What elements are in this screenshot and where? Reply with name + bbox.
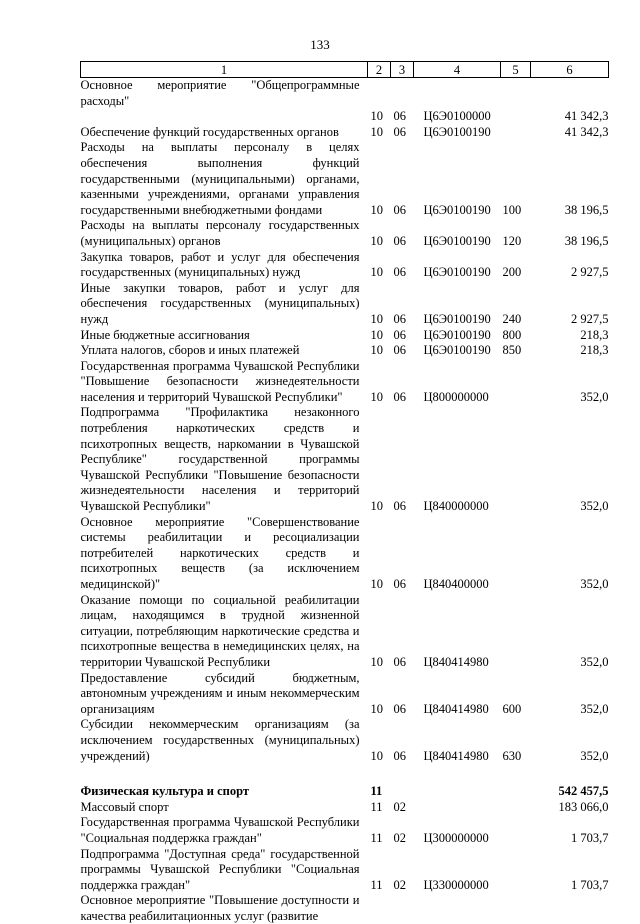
row-target-code-cell: Ц6Э0100190 <box>423 311 491 326</box>
row-expense-type-cell <box>501 125 531 141</box>
table-row <box>81 328 609 344</box>
row-target-code-cell: Ц6Э0100190 <box>423 124 491 139</box>
row-target-code-cell: Ц6Э0100000 <box>423 109 491 124</box>
row-name-cell: Субсидии некоммерческим организациям (за исключением государственных (муниципальных) учреждений) <box>80 717 360 763</box>
row-name-cell <box>81 109 368 125</box>
row-amount-cell <box>531 78 609 110</box>
row-section-cell: 10 <box>370 233 383 248</box>
row-name-cell: Физическая культура и спорт <box>80 784 250 799</box>
table-header-row <box>81 62 609 78</box>
row-name-cell: Государственная программа Чувашской Республики "Повышение безопасности жизнедеятельности населения и территорий Чувашской Республики" <box>80 358 360 404</box>
row-section-cell: 10 <box>370 265 383 280</box>
row-target-code-cell: Ц840000000 <box>423 499 489 514</box>
row-subsection-cell: 06 <box>393 202 406 217</box>
header-cell-target-code: 4 <box>414 62 501 78</box>
header-cell-amount: 6 <box>531 62 609 78</box>
row-subsection-cell: 06 <box>393 499 406 514</box>
row-expense-type-cell: 100 <box>502 202 522 217</box>
row-section-cell: 10 <box>370 654 383 669</box>
row-expense-type-cell <box>501 800 531 816</box>
row-amount-cell: 183 066,0 <box>558 799 609 814</box>
row-section-cell: 11 <box>370 830 383 845</box>
row-amount-cell: 352,0 <box>580 389 609 404</box>
row-name-cell: Государственная программа Чувашской Республики "Социальная поддержка граждан" <box>80 815 360 845</box>
header-cell-expense-type: 5 <box>501 62 531 78</box>
row-expense-type-cell <box>501 893 531 924</box>
row-expense-type-cell: 120 <box>502 233 522 248</box>
row-name-cell: Иные бюджетные ассигнования <box>80 327 250 342</box>
row-expense-type-cell <box>501 359 531 406</box>
table-row <box>81 281 609 328</box>
row-amount-cell: 352,0 <box>580 654 609 669</box>
row-target-code-cell: Ц840414980 <box>423 654 489 669</box>
table-row <box>81 125 609 141</box>
budget-table <box>80 61 609 924</box>
row-amount-cell: 41 342,3 <box>564 124 609 139</box>
row-amount-cell: 218,3 <box>580 343 609 358</box>
row-section-cell: 10 <box>370 327 383 342</box>
row-subsection-cell: 06 <box>393 327 406 342</box>
row-section-cell <box>368 78 391 110</box>
row-amount-cell: 38 196,5 <box>564 202 609 217</box>
table-row <box>81 847 609 894</box>
row-target-code-cell <box>414 784 501 800</box>
row-target-code-cell <box>414 893 501 924</box>
row-subsection-cell: 06 <box>393 748 406 763</box>
row-amount-cell: 352,0 <box>580 748 609 763</box>
table-row <box>81 250 609 281</box>
row-expense-type-cell: 200 <box>502 265 522 280</box>
row-expense-type-cell: 800 <box>502 327 522 342</box>
row-subsection-cell <box>391 893 414 924</box>
row-target-code-cell <box>414 78 501 110</box>
row-subsection-cell: 06 <box>393 311 406 326</box>
row-expense-type-cell <box>501 593 531 671</box>
row-amount-cell: 38 196,5 <box>564 233 609 248</box>
row-subsection-cell: 06 <box>393 343 406 358</box>
row-section-cell: 10 <box>370 343 383 358</box>
row-section-cell: 11 <box>370 877 383 892</box>
row-expense-type-cell: 240 <box>502 311 522 326</box>
row-amount-cell: 2 927,5 <box>571 311 609 326</box>
table-row <box>81 343 609 359</box>
row-amount-cell <box>531 893 609 924</box>
row-section-cell: 10 <box>370 499 383 514</box>
row-subsection-cell <box>391 78 414 110</box>
row-section-cell: 10 <box>370 109 383 124</box>
spacer-row <box>81 764 609 784</box>
row-expense-type-cell <box>501 109 531 125</box>
row-subsection-cell: 06 <box>393 577 406 591</box>
row-name-cell: Основное мероприятие "Общепрограммные расходы" <box>80 78 360 108</box>
row-expense-type-cell <box>501 847 531 894</box>
row-section-cell: 10 <box>370 202 383 217</box>
row-name-cell: Оказание помощи по социальной реабилитации лицам, находящимся в трудной жизненной ситуации, потребляющим наркотические средства и психотропные вещества в немедицинских целях, на территории Чувашской Республики <box>80 592 360 669</box>
row-subsection-cell: 06 <box>393 701 406 716</box>
row-expense-type-cell: 600 <box>502 701 522 716</box>
row-amount-cell: 352,0 <box>580 499 609 514</box>
row-amount-cell: 1 703,7 <box>571 877 609 892</box>
row-amount-cell: 352,0 <box>580 577 609 591</box>
row-amount-cell: 542 457,5 <box>558 784 609 799</box>
table-row <box>81 109 609 125</box>
table-row <box>81 515 609 593</box>
row-section-cell: 10 <box>370 311 383 326</box>
header-cell-section: 2 <box>368 62 391 78</box>
row-target-code-cell: Ц840414980 <box>423 701 489 716</box>
table-row <box>81 800 609 816</box>
row-target-code-cell: Ц840400000 <box>423 577 489 591</box>
row-subsection-cell: 06 <box>393 654 406 669</box>
row-name-cell: Основное мероприятие "Повышение доступности и качества реабилитационных услуг (развитие <box>80 893 360 923</box>
row-expense-type-cell <box>501 78 531 110</box>
row-amount-cell: 41 342,3 <box>564 109 609 124</box>
row-subsection-cell: 02 <box>393 877 406 892</box>
table-row <box>81 140 609 218</box>
page-number: 133 <box>310 37 330 52</box>
row-expense-type-cell: 630 <box>502 748 522 763</box>
row-amount-cell: 352,0 <box>580 701 609 716</box>
table-row <box>81 218 609 249</box>
row-amount-cell: 218,3 <box>580 327 609 342</box>
row-section-cell: 11 <box>370 799 383 814</box>
row-subsection-cell: 06 <box>393 389 406 404</box>
row-subsection-cell: 06 <box>393 109 406 124</box>
row-name-cell: Расходы на выплаты персоналу государственных (муниципальных) органов <box>80 218 360 248</box>
table-row <box>81 78 609 110</box>
row-expense-type-cell <box>501 405 531 514</box>
row-target-code-cell: Ц6Э0100190 <box>423 343 491 358</box>
row-target-code-cell: Ц6Э0100190 <box>423 265 491 280</box>
row-target-code-cell: Ц6Э0100190 <box>423 202 491 217</box>
row-name-cell: Подпрограмма "Профилактика незаконного потребления наркотических средств и психотропных веществ, наркомании в Чувашской Республике" государственной программы Чувашской Республики "Повышение безопасности жизнедеятельности населения и территорий Чувашской Республики" <box>80 405 360 514</box>
row-target-code-cell: Ц6Э0100190 <box>423 233 491 248</box>
table-row <box>81 717 609 764</box>
row-target-code-cell: Ц300000000 <box>423 830 489 845</box>
row-name-cell: Основное мероприятие "Совершенствование системы реабилитации и ресоциализации потребителей наркотических средств и психотропных веществ (за исключением медицинской)" <box>80 514 360 591</box>
row-subsection-cell: 06 <box>393 124 406 139</box>
row-section-cell: 10 <box>370 389 383 404</box>
row-target-code-cell: Ц840414980 <box>423 748 489 763</box>
row-section-cell: 10 <box>370 701 383 716</box>
row-amount-cell: 1 703,7 <box>571 830 609 845</box>
row-name-cell: Уплата налогов, сборов и иных платежей <box>80 343 300 358</box>
row-expense-type-cell: 850 <box>502 343 522 358</box>
row-section-cell: 11 <box>370 784 383 799</box>
row-expense-type-cell <box>501 784 531 800</box>
row-name-cell: Иные закупки товаров, работ и услуг для обеспечения государственных (муниципальных) нужд <box>80 280 360 326</box>
table-row <box>81 405 609 514</box>
row-expense-type-cell <box>501 815 531 846</box>
row-expense-type-cell <box>501 515 531 593</box>
row-section-cell: 10 <box>370 124 383 139</box>
row-name-cell: Массовый спорт <box>80 799 169 814</box>
row-section-cell: 10 <box>370 577 383 591</box>
row-name-cell: Обеспечение функций государственных органов <box>80 124 339 139</box>
row-section-cell: 10 <box>370 748 383 763</box>
table-row <box>81 593 609 671</box>
table-row <box>81 893 609 924</box>
row-target-code-cell: Ц6Э0100190 <box>423 327 491 342</box>
row-subsection-cell: 06 <box>393 265 406 280</box>
table-row <box>81 784 609 800</box>
row-amount-cell: 2 927,5 <box>571 265 609 280</box>
row-section-cell <box>368 893 391 924</box>
row-name-cell: Подпрограмма "Доступная среда" государственной программы Чувашской Республики "Социальная поддержка граждан" <box>80 846 360 892</box>
header-cell-name: 1 <box>81 62 368 78</box>
row-name-cell: Предоставление субсидий бюджетным, автономным учреждениям и иным некоммерческим организациям <box>80 670 360 716</box>
row-name-cell: Закупка товаров, работ и услуг для обеспечения государственных (муниципальных) нужд <box>80 249 360 280</box>
table-row <box>81 671 609 718</box>
row-subsection-cell: 02 <box>393 830 406 845</box>
row-name-cell: Расходы на выплаты персоналу в целях обеспечения выполнения функций государственными (муниципальными) органами, казенными учреждениями, органами управления государственными внебюджетными фондами <box>80 140 360 217</box>
row-target-code-cell <box>414 800 501 816</box>
table-row <box>81 359 609 406</box>
row-subsection-cell <box>391 784 414 800</box>
row-target-code-cell: Ц330000000 <box>423 877 489 892</box>
row-target-code-cell: Ц800000000 <box>423 389 489 404</box>
table-row <box>81 815 609 846</box>
row-subsection-cell: 06 <box>393 233 406 248</box>
row-subsection-cell: 02 <box>393 799 406 814</box>
header-cell-subsection: 3 <box>391 62 414 78</box>
